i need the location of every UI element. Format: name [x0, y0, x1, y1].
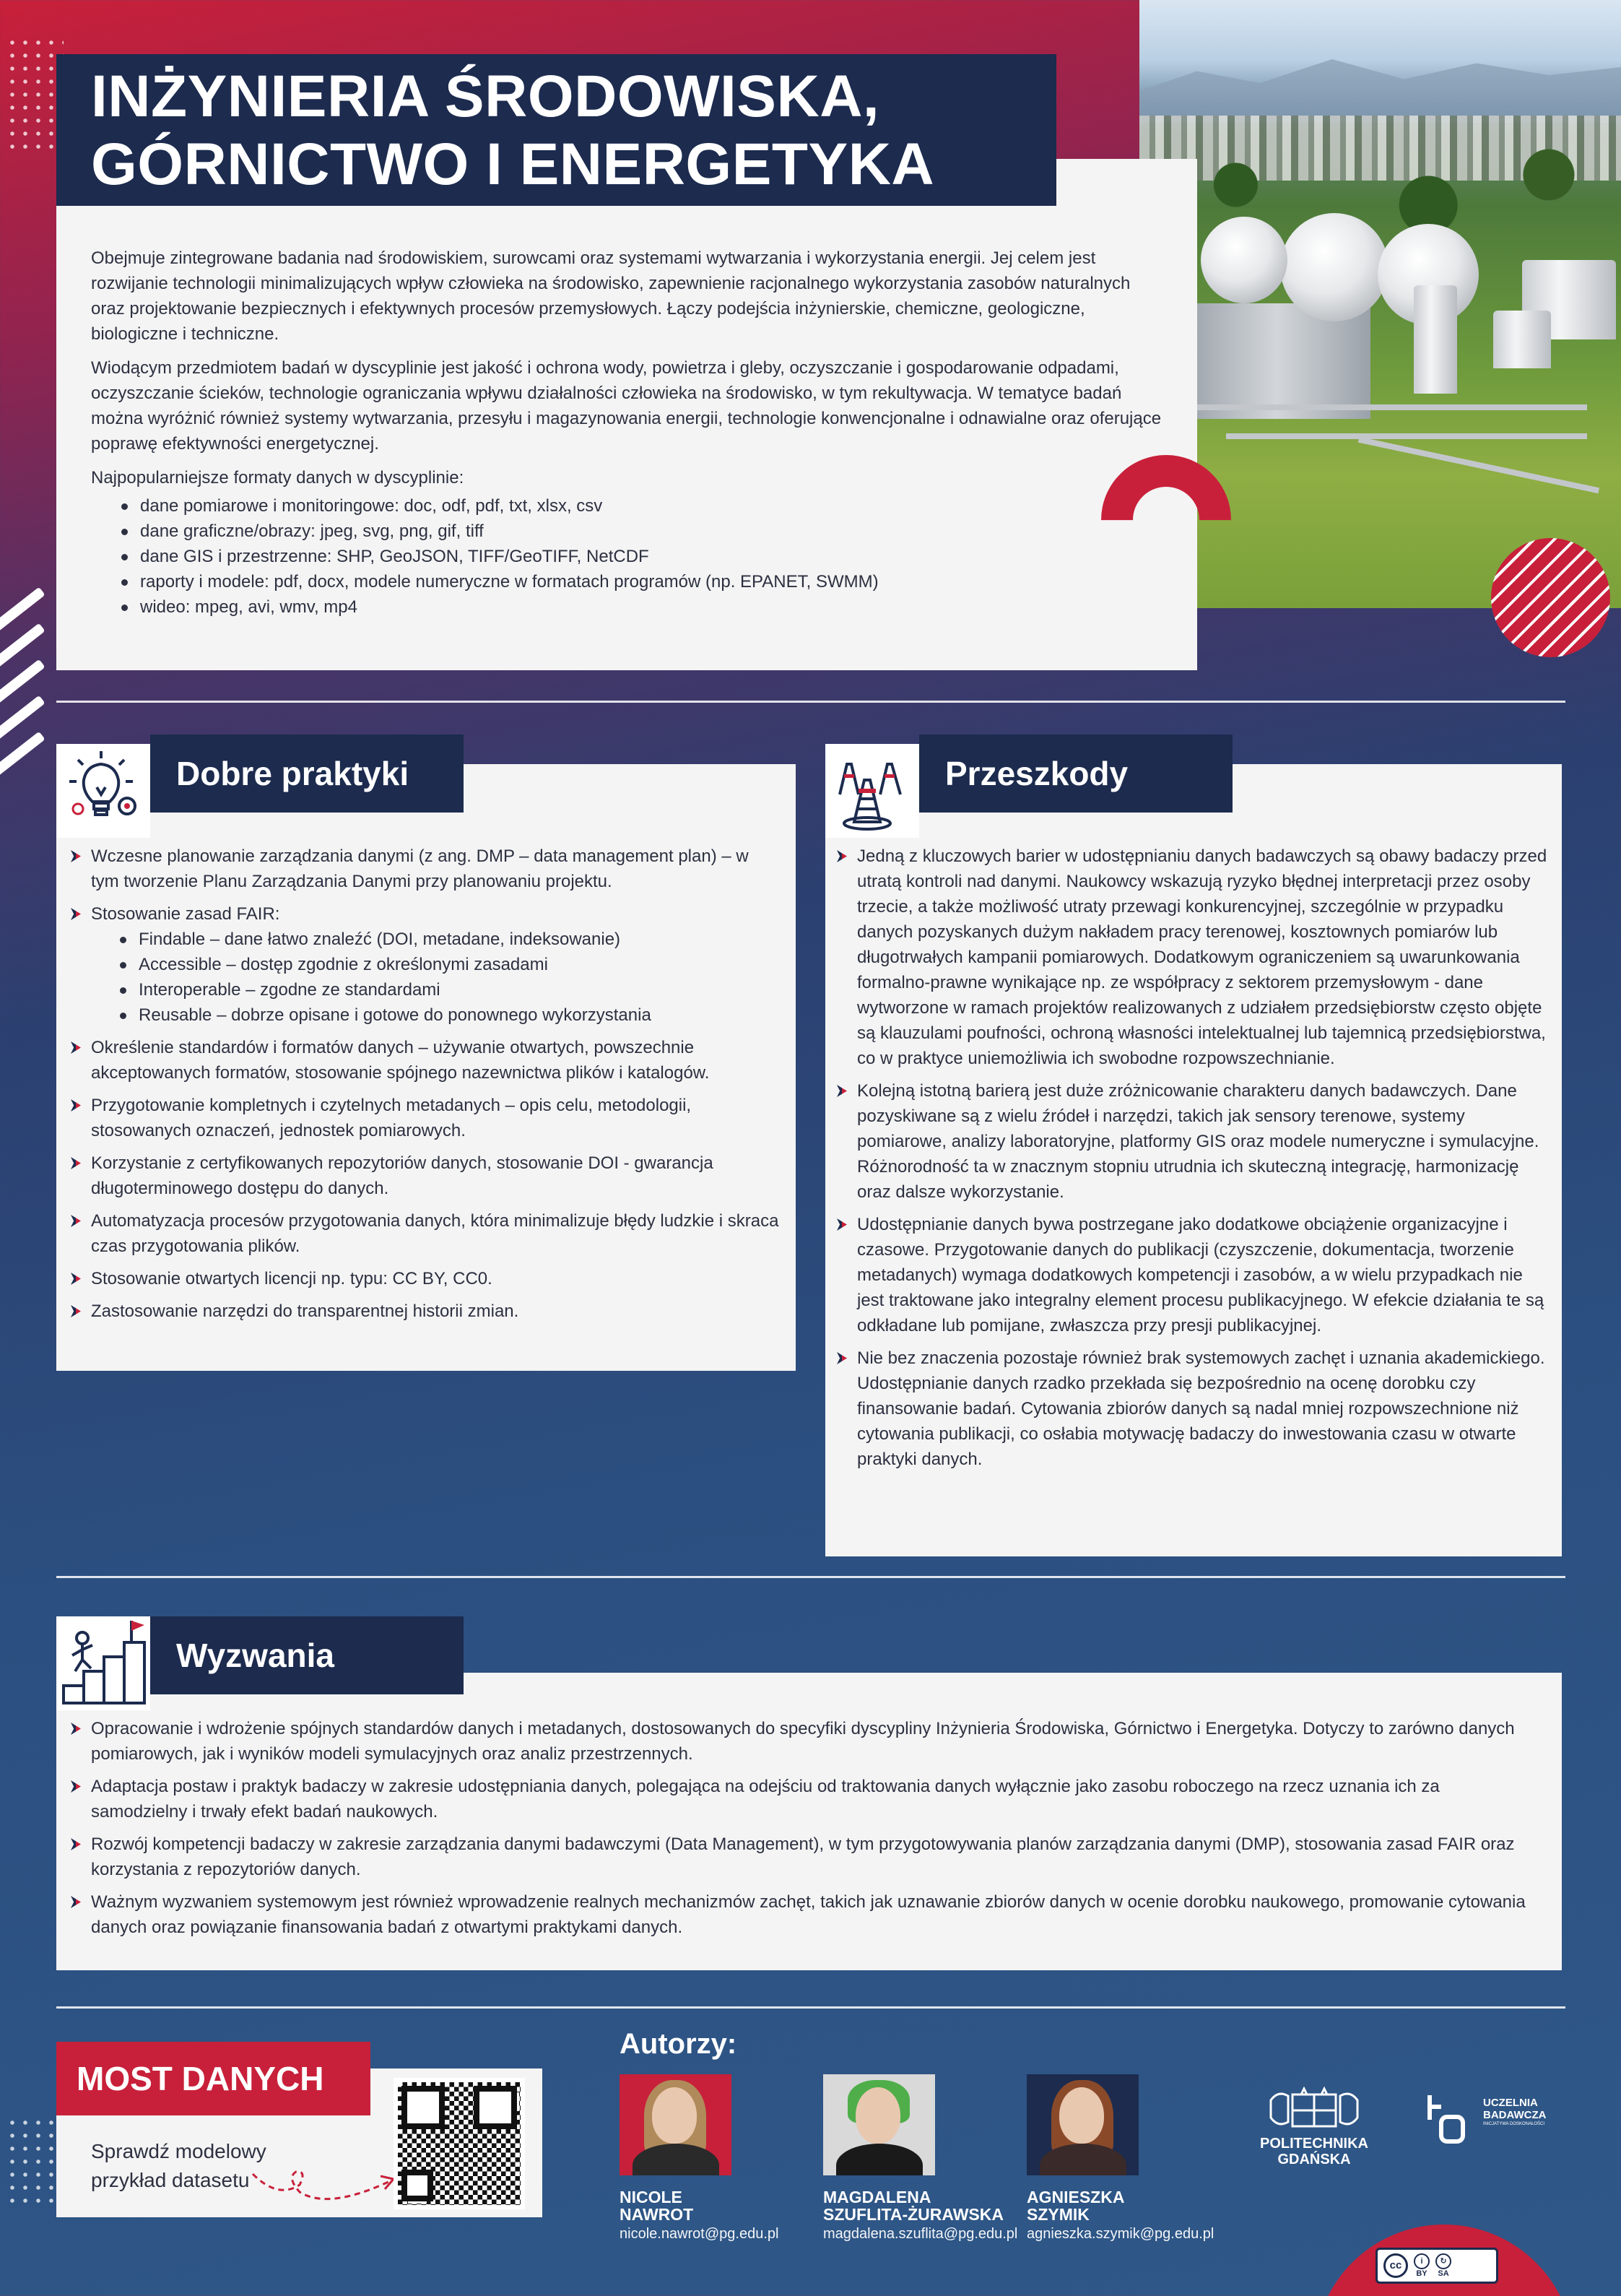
author-email[interactable]: nicole.nawrot@pg.edu.pl: [620, 2226, 779, 2242]
list-item: dane GIS i przestrzenne: SHP, GeoJSON, TIFF/GeoTIFF, NetCDF: [121, 544, 1162, 569]
fair-item: Reusable – dobrze opisane i gotowe do ponownego wykorzystania: [120, 1002, 781, 1028]
author-photo: [823, 2074, 935, 2175]
list-item: Przygotowanie kompletnych i czytelnych metadanych – opis celu, metodologii, stosowanych oznaczeń, jednostek pomiarowych.: [69, 1093, 781, 1143]
dot-pattern-bottom-left: [6, 2116, 64, 2203]
fair-item: Accessible – dostęp zgodnie z określonymi zasadami: [120, 952, 781, 977]
good-practices-panel: [56, 764, 796, 1371]
ub-emblem-icon: [1422, 2091, 1480, 2149]
ub-logo-line3: INICJATYWA DOSKONAŁOŚCI: [1483, 2122, 1545, 2126]
fair-item: Findable – dane łatwo znaleźć (DOI, metadane, indeksowanie): [120, 927, 781, 952]
divider: [56, 701, 1565, 703]
dashed-arrow-icon: [249, 2149, 401, 2210]
list-item: Zastosowanie narzędzi do transparentnej historii zmian.: [69, 1299, 781, 1324]
challenges-heading: Wyzwania: [150, 1616, 464, 1694]
author-nicole-nawrot: [620, 2074, 814, 2245]
divider: [56, 1576, 1565, 1578]
intro-panel: [56, 159, 1197, 670]
obstacles-panel: [825, 764, 1562, 1556]
authors-title: Autorzy:: [620, 2028, 737, 2060]
divider: [56, 2006, 1565, 2009]
list-item: Kolejną istotną barierą jest duże zróżnicowanie charakteru danych badawczych. Dane pozyskiwane są z wielu źródeł i narzędzi, takich jak sensory terenowe, systemy pomiarowe, analizy laboratoryjne, platformy GIS oraz modele numeryczne i symulacyjne. Różnorodność ta w znacznym stopniu utrudnia ich skuteczną integrację, harmonizację oraz dalsze wykorzystanie.: [835, 1078, 1547, 1205]
formats-list: [121, 493, 1162, 620]
author-photo: [620, 2074, 731, 2175]
lightbulb-gear-icon: [56, 744, 150, 838]
author-email[interactable]: agnieszka.szymik@pg.edu.pl: [1027, 2226, 1214, 2242]
most-danych-text-line1: Sprawdź modelowy: [91, 2140, 266, 2162]
list-item: Wczesne planowanie zarządzania danymi (z ang. DMP – data management plan) – w tym tworzenie Planu Zarządzania Danymi przy planowaniu projektu.: [69, 844, 781, 894]
challenges-panel: [56, 1673, 1562, 1970]
intro-paragraph-1: Obejmuje zintegrowane badania nad środowiskiem, surowcami oraz systemami wytwarzania i wykorzystania energii. Jej celem jest rozwijanie technologii minimalizujących wpływ człowieka na środowisko, zapewnienie racjonalnego wykorzystania zasobów naturalnych oraz projektowanie bezpiecznych i efektywnych procesów przemysłowych. Łączy podejścia inżynierskie, chemiczne, geologiczne, biologiczne i techniczne.: [91, 248, 1131, 344]
list-item: dane graficzne/obrazy: jpeg, svg, png, gif, tiff: [121, 519, 1162, 544]
most-danych-heading: MOST DANYCH: [56, 2042, 370, 2115]
list-item: raporty i modele: pdf, docx, modele numeryczne w formatach programów (np. EPANET, SWMM): [121, 569, 1162, 594]
ub-logo-line1: UCZELNIA: [1483, 2097, 1538, 2109]
author-name: AGNIESZKA SZYMIK: [1027, 2188, 1125, 2224]
formats-label: Najpopularniejsze formaty danych w dyscyplinie:: [91, 468, 464, 488]
challenges-list: [69, 1716, 1540, 1940]
fair-label: Stosowanie zasad FAIR:: [91, 904, 280, 924]
cc-license-badge: [1376, 2248, 1498, 2284]
obstacles-list: [835, 844, 1547, 1472]
stairs-flag-icon: [56, 1616, 150, 1710]
sa-icon: ↻ SA: [1435, 2253, 1451, 2278]
list-item: Opracowanie i wdrożenie spójnych standardów danych i metadanych, dostosowanych do specyfiki dyscypliny Inżynieria Środowiska, Górnictwo i Energetyka. Dotyczy to zarówno danych pomiarowych, jak i wyników modeli symulacyjnych oraz analiz przestrzennych.: [69, 1716, 1540, 1767]
author-name: MAGDALENA SZUFLITA-ŻURAWSKA: [823, 2188, 1004, 2224]
red-striped-circle: [1491, 538, 1610, 657]
author-name: NICOLE NAWROT: [620, 2188, 694, 2224]
good-practices-list: [69, 844, 781, 1324]
page-title: [91, 63, 1022, 199]
list-item: Udostępnianie danych bywa postrzegane jako dodatkowe obciążenie organizacyjne i czasowe. Przygotowanie danych do publikacji (czyszczenie, dokumentacja, tworzenie metadanych) wymaga dodatkowych kompetencji i zasobów, a w wielu przypadkach nie jest traktowane jako integralny element procesu publikacyjnego. W efekcie działania te są odkładane lub pomijane, zwłaszcza przy presji publikacyjnej.: [835, 1212, 1547, 1338]
good-practices-heading: Dobre praktyki: [150, 735, 464, 813]
most-danych-text-line2: przykład datasetu: [91, 2169, 250, 2191]
page-title-line2: GÓRNICTWO I ENERGETYKA: [91, 131, 935, 197]
list-item: Adaptacja postaw i praktyk badaczy w zakresie udostępniania danych, polegająca na odejściu od traktowania danych wyłącznie jako zasobu roboczego na rzecz uznania ich za samodzielny i trwały efekt badań naukowych.: [69, 1774, 1540, 1824]
page-title-box: [56, 54, 1056, 206]
pg-logo-line1: POLITECHNIKA: [1260, 2136, 1368, 2152]
politechnika-gdanska-logo: [1260, 2086, 1368, 2167]
fair-item: Interoperable – zgodne ze standardami: [120, 977, 781, 1002]
list-item: Nie bez znaczenia pozostaje również brak systemowych zachęt i uznania akademickiego. Udostępnianie danych rzadko przekłada się bezpośrednio na ocenę dorobku czy finansowanie badań. Cytowania zbiorów danych są nadal mniej rozpowszechnione niż cytowania publikacji, co osłabia motywację badaczy do inwestowania czasu w otwarte praktyki danych.: [835, 1346, 1547, 1472]
intro-paragraph-2: Wiodącym przedmiotem badań w dyscyplinie jest jakość i ochrona wody, powietrza i gleby, oczyszczanie i gospodarowanie odpadami, oczyszczanie ścieków, technologie ograniczania wpływu działalności człowieka na środowisko, w tym rekultywacja. W tematyce badań można wyróżnić również systemy wytwarzania, przesyłu i magazynowania energii, technologie konwencjonalne i odnawialne oraz oferujące poprawę efektywności energetycznej.: [91, 358, 1162, 454]
list-item: dane pomiarowe i monitoringowe: doc, odf, pdf, txt, xlsx, csv: [121, 493, 1162, 519]
author-photo: [1027, 2074, 1139, 2175]
pg-emblem-icon: [1264, 2086, 1365, 2132]
author-agnieszka-szymik: [1027, 2074, 1222, 2245]
ub-logo-line2: BADAWCZA: [1483, 2109, 1547, 2121]
pg-logo-line2: GDAŃSKA: [1277, 2152, 1351, 2167]
dot-pattern-top-left: [6, 36, 64, 152]
list-item: Określenie standardów i formatów danych – używanie otwartych, powszechnie akceptowanych formatów, stosowanie spójnego nazewnictwa plików i katalogów.: [69, 1035, 781, 1086]
list-item: wideo: mpeg, avi, wmv, mp4: [121, 594, 1162, 620]
list-item: Jedną z kluczowych barier w udostępnianiu danych badawczych są obawy badaczy przed utratą kontroli nad danymi. Naukowcy wskazują ryzyko błędnej interpretacji przez osoby trzecie, a także możliwość utraty przewagi konkurencyjnej, szczególnie w przypadku danych pozyskanych dużym nakładem pracy terenowej, kosztownych pomiarów lub długotrwałych kampanii pomiarowych. Dodatkowym ograniczeniem są uwarunkowania formalno-prawne wynikające np. ze współpracy z sektorem przemysłowym - dane wytworzone w ramach projektów realizowanych z udziałem przedsiębiorstw często objęte są klauzulami poufności, ochroną własności intelektualnej lub tajemnicą przedsiębiorstwa, co w praktyce uniemożliwia ich swobodne rozpowszechnianie.: [835, 844, 1547, 1071]
fair-list: [120, 927, 781, 1028]
list-item: Rozwój kompetencji badaczy w zakresie zarządzania danymi badawczymi (Data Management), w tym przygotowywania planów zarządzania danymi (DMP), stosowania zasad FAIR oraz korzystania z repozytoriów danych.: [69, 1832, 1540, 1882]
list-item: Automatyzacja procesów przygotowania danych, która minimalizuje błędy ludzkie i skraca czas przygotowania plików.: [69, 1208, 781, 1259]
page-title-line1: INŻYNIERIA ŚRODOWISKA,: [91, 64, 880, 129]
list-item: Stosowanie otwartych licencji np. typu: CC BY, CC0.: [69, 1266, 781, 1291]
by-icon: i BY: [1414, 2253, 1430, 2278]
list-item: [69, 901, 781, 1028]
list-item: Korzystanie z certyfikowanych repozytoriów danych, stosowanie DOI - gwarancja długoterminowego dostępu do danych.: [69, 1151, 781, 1201]
traffic-cones-icon: [825, 744, 919, 838]
author-email[interactable]: magdalena.szuflita@pg.edu.pl: [823, 2226, 1018, 2242]
author-magdalena-szuflita: [823, 2074, 1018, 2245]
cc-icon: cc: [1383, 2253, 1408, 2278]
list-item: Ważnym wyzwaniem systemowym jest również wprowadzenie realnych mechanizmów zachęt, takich jak uznawanie zbiorów danych w ocenie dorobku naukowego, promowanie cytowania danych oraz powiązanie finansowania badań z otwartymi praktykami danych.: [69, 1889, 1540, 1940]
obstacles-heading: Przeszkody: [919, 735, 1233, 813]
qr-code[interactable]: [394, 2078, 525, 2209]
